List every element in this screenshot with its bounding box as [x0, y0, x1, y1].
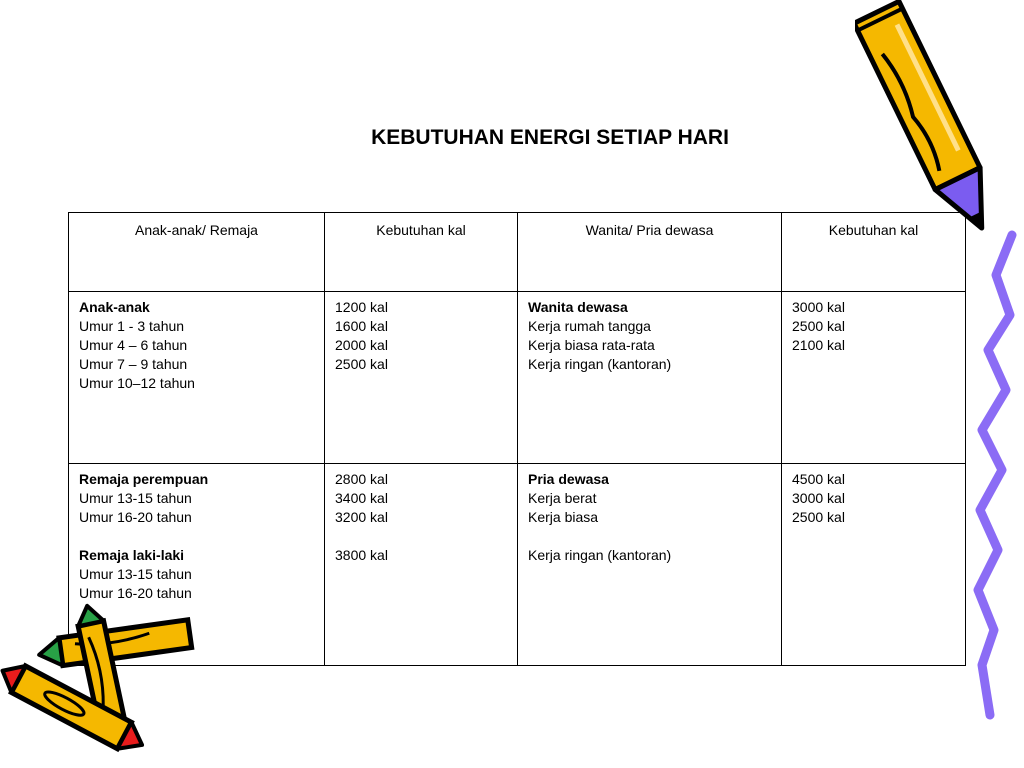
activity-level: Kerja rumah tangga: [528, 318, 651, 334]
group-label: Wanita dewasa: [528, 299, 628, 315]
calorie-value: 2500 kal: [792, 318, 845, 334]
activity-level: Kerja ringan (kantoran): [528, 356, 672, 372]
crayon-icon: [0, 600, 215, 760]
activity-level: Kerja biasa: [528, 509, 599, 525]
group-label: Anak-anak: [79, 299, 150, 315]
table-header-row: [69, 213, 966, 292]
group-label: Remaja perempuan: [79, 471, 209, 487]
slide-title: KEBUTUHAN ENERGI SETIAP HARI: [371, 126, 729, 149]
header-children-teens: Anak-anak/ Remaja: [69, 213, 325, 292]
age-range: Umur 4 – 6 tahun: [79, 337, 188, 353]
spacer-line: [528, 527, 771, 546]
calorie-value: 3800 kal: [335, 547, 388, 563]
table-row: [69, 292, 966, 464]
activity-level: Kerja biasa rata-rata: [528, 337, 655, 353]
header-calorie-need-1: Kebutuhan kal: [325, 213, 518, 292]
calorie-value: 2100 kal: [792, 337, 845, 353]
energy-requirements-table: [68, 212, 966, 666]
group-label: Remaja laki-laki: [79, 547, 185, 563]
age-range: Umur 1 - 3 tahun: [79, 318, 185, 334]
crayon-diagonal: [0, 657, 149, 758]
age-range: Umur 16-20 tahun: [79, 585, 192, 601]
calorie-value: 1600 kal: [335, 318, 388, 334]
calorie-value: 3000 kal: [792, 490, 845, 506]
calorie-value: 2800 kal: [335, 471, 388, 487]
pencil-body: [855, 1, 980, 189]
spacer-line: [79, 527, 314, 546]
cell-children-groups: [69, 292, 325, 464]
age-range: Umur 10–12 tahun: [79, 375, 195, 391]
calorie-value: 1200 kal: [335, 299, 388, 315]
cell-women-activities: [518, 292, 782, 464]
header-calorie-need-2: Kebutuhan kal: [782, 213, 966, 292]
age-range: Umur 13-15 tahun: [79, 490, 192, 506]
calorie-value: 3400 kal: [335, 490, 388, 506]
age-range: Umur 13-15 tahun: [79, 566, 192, 582]
calorie-value: 3200 kal: [335, 509, 388, 525]
calorie-value: 2500 kal: [335, 356, 388, 372]
calorie-value: 3000 kal: [792, 299, 845, 315]
spacer-line: [335, 527, 507, 546]
pencil-icon: [855, 0, 1005, 245]
squiggle-line: [960, 225, 1020, 725]
squiggle-path: [978, 235, 1012, 715]
group-label: Pria dewasa: [528, 471, 609, 487]
cell-teen-calories: [325, 464, 518, 666]
age-range: Umur 16-20 tahun: [79, 509, 192, 525]
calorie-value: 2000 kal: [335, 337, 388, 353]
header-adults: Wanita/ Pria dewasa: [518, 213, 782, 292]
age-range: Umur 7 – 9 tahun: [79, 356, 188, 372]
cell-men-calories: [782, 464, 966, 666]
calorie-value: 2500 kal: [792, 509, 845, 525]
calorie-value: 4500 kal: [792, 471, 845, 487]
activity-level: Kerja berat: [528, 490, 597, 506]
cell-women-calories: [782, 292, 966, 464]
cell-men-activities: [518, 464, 782, 666]
cell-children-calories: [325, 292, 518, 464]
activity-level: Kerja ringan (kantoran): [528, 547, 672, 563]
